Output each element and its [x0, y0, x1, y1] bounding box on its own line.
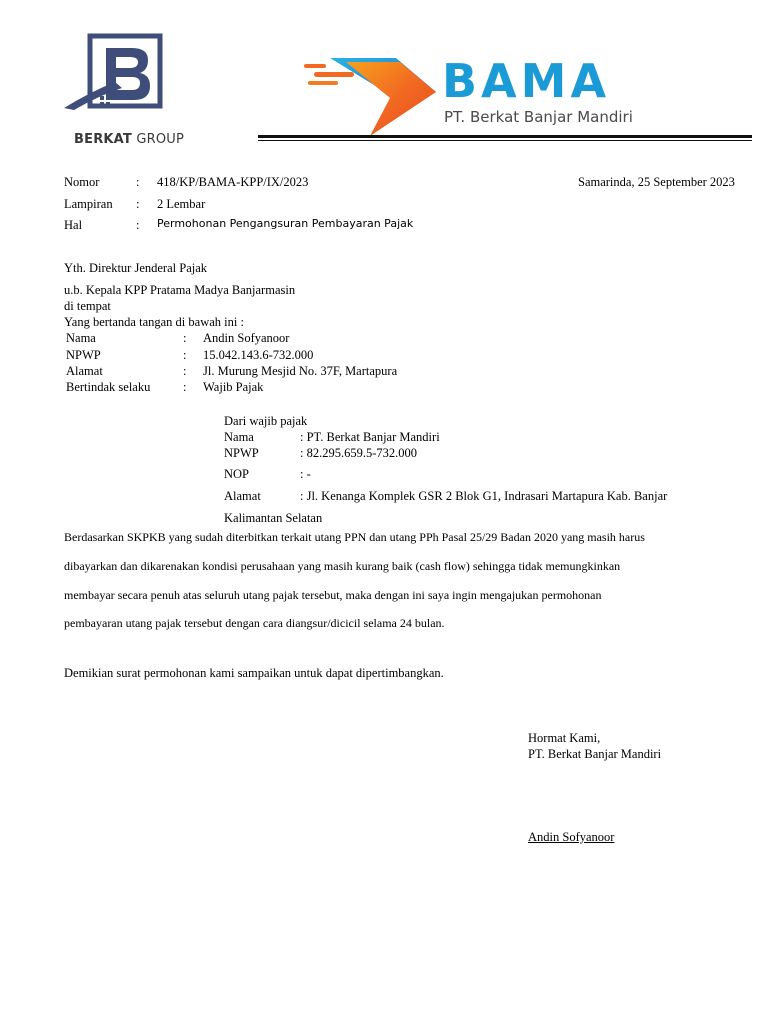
lampiran-label: Lampiran — [64, 197, 113, 211]
signature-company: PT. Berkat Banjar Mandiri — [528, 747, 662, 761]
body-line: membayar secara penuh atas seluruh utang pajak tersebut, maka dengan ini saya ingin mengajukan permohonan — [64, 588, 602, 602]
signature-salutation: Hormat Kami, — [528, 731, 601, 745]
taxpayer-label: Alamat — [224, 489, 261, 503]
header-divider — [258, 135, 752, 138]
taxpayer-value: : Jl. Kenanga Komplek GSR 2 Blok G1, Indrasari Martapura Kab. Banjar — [300, 489, 668, 503]
taxpayer-address-cont: Kalimantan Selatan — [224, 511, 323, 525]
letter-date: Samarinda, 25 September 2023 — [578, 175, 735, 189]
body-line: pembayaran utang pajak tersebut dengan cara diangsur/dicicil selama 24 bulan. — [64, 616, 445, 630]
nomor-value: 418/KP/BAMA-KPP/IX/2023 — [157, 175, 309, 189]
signer-colon: : — [183, 380, 187, 394]
lampiran-colon: : — [136, 197, 140, 211]
closing-sentence: Demikian surat permohonan kami sampaikan untuk dapat dipertimbangkan. — [64, 666, 444, 680]
nomor-label: Nomor — [64, 175, 100, 189]
bama-subtitle: PT. Berkat Banjar Mandiri — [444, 108, 633, 126]
taxpayer-intro: Dari wajib pajak — [224, 414, 308, 428]
bama-wordmark: BAMA — [442, 54, 611, 108]
signer-label: NPWP — [66, 348, 101, 362]
signer-value: Andin Sofyanoor — [203, 331, 290, 345]
signer-label: Nama — [66, 331, 96, 345]
taxpayer-value: : - — [300, 467, 311, 481]
signer-colon: : — [183, 364, 187, 378]
berkat-logo-text: BERKAT GROUP — [74, 132, 185, 147]
header-divider-thin — [258, 140, 752, 141]
recipient-line-3: di tempat — [64, 299, 111, 313]
body-line: Berdasarkan SKPKB yang sudah diterbitkan terkait utang PPN dan utang PPh Pasal 25/29 Badan 2020 yang masih harus — [64, 530, 645, 544]
taxpayer-label: NPWP — [224, 446, 259, 460]
signer-colon: : — [183, 331, 187, 345]
signer-value: Wajib Pajak — [203, 380, 264, 394]
signer-value: 15.042.143.6-732.000 — [203, 348, 314, 362]
hal-value: Permohonan Pengangsuran Pembayaran Pajak — [157, 217, 414, 230]
taxpayer-label: Nama — [224, 430, 254, 444]
bama-arrow-icon — [300, 52, 440, 142]
lampiran-value: 2 Lembar — [157, 197, 206, 211]
recipient-line-1: Yth. Direktur Jenderal Pajak — [64, 261, 208, 275]
signer-value: Jl. Murung Mesjid No. 37F, Martapura — [203, 364, 398, 378]
signer-label: Bertindak selaku — [66, 380, 151, 394]
hal-colon: : — [136, 218, 140, 232]
nomor-colon: : — [136, 175, 140, 189]
body-line: dibayarkan dan dikarenakan kondisi perusahaan yang masih kurang baik (cash flow) sehingga tidak memungkinkan — [64, 559, 621, 573]
taxpayer-label: NOP — [224, 467, 250, 481]
taxpayer-value: : PT. Berkat Banjar Mandiri — [300, 430, 440, 444]
taxpayer-value: : 82.295.659.5-732.000 — [300, 446, 418, 460]
signer-label: Alamat — [66, 364, 103, 378]
signer-colon: : — [183, 348, 187, 362]
signer-intro: Yang bertanda tangan di bawah ini : — [64, 315, 244, 329]
hal-label: Hal — [64, 218, 83, 232]
signature-name: Andin Sofyanoor — [528, 830, 615, 844]
recipient-line-2: u.b. Kepala KPP Pratama Madya Banjarmasin — [64, 283, 296, 297]
